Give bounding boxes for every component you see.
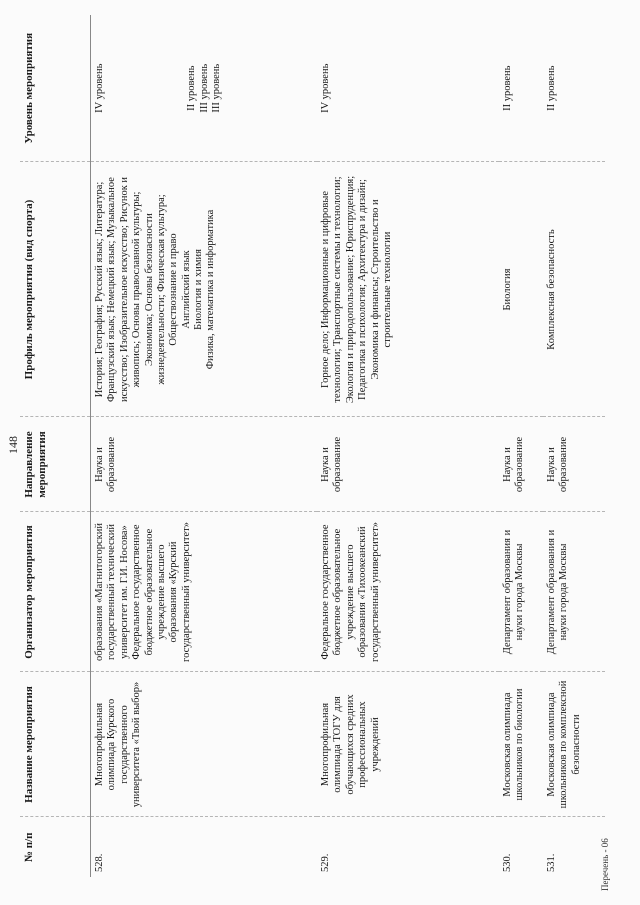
row-num: 531. (543, 817, 605, 877)
event-profile: Комплексная безопасность (543, 162, 605, 417)
event-direction: Наука и образование (317, 417, 499, 512)
event-name: Многопрофильная олимпиада ТОГУ для обучающихся средних профессиональных учреждений (317, 672, 499, 817)
event-organizer (91, 512, 318, 672)
organizer-text: Федеральное государственное бюджетное образовательное учреждение высшего образования «Курский государственный университет» (131, 522, 192, 662)
level-extra-3: III уровень (211, 63, 223, 113)
row-num: 530. (499, 817, 543, 877)
event-direction: Наука и образование (543, 417, 605, 512)
level-extra-2: III уровень (198, 63, 210, 113)
event-direction: Наука и образование (91, 417, 318, 512)
event-profile (91, 162, 318, 417)
event-level (91, 15, 318, 162)
row-num: 528. (91, 817, 318, 877)
profile-extra-2: Биология и химия (193, 249, 204, 330)
header-organizer: Организатор мероприятия (20, 512, 91, 672)
profile-main: История; География; Русский язык; Литература; Французский язык; Немецкий язык; Музыкальное искусство; Изобразительное искусство; Рисунок и живопись; Основы православной культуры; Экономика; Основы безопасности жизнедеятельности; Физическая культура; Обществознание и право (94, 176, 180, 403)
event-level: II уровень (546, 65, 557, 111)
event-organizer: Департамент образования и науки города Москвы (499, 512, 543, 672)
organizer-prefix: образования «Магнитогорский государственный технический университет им. Г.И. Носова» (94, 522, 130, 662)
page-number: 148 (6, 436, 20, 454)
event-level: IV уровень (320, 63, 331, 113)
table-row (91, 15, 318, 877)
table-row (317, 15, 499, 877)
event-name: Московская олимпиада школьников по комплексной безопасности (543, 672, 605, 817)
table-row (543, 15, 605, 877)
event-name: Многопрофильная олимпиада Курского государственного университета «Твой выбор» (91, 672, 318, 817)
row-num: 529. (317, 817, 499, 877)
header-level: Уровень мероприятия (20, 15, 91, 162)
event-profile: Биология (499, 162, 543, 417)
event-organizer: Федеральное государственное бюджетное образовательное учреждение высшего образования «Тихоокеанский государственный университет» (317, 512, 499, 672)
footer-mark: Перечень - 06 (600, 838, 610, 891)
event-name: Московская олимпиада школьников по биологии (499, 672, 543, 817)
event-organizer: Департамент образования и науки города Москвы (543, 512, 605, 672)
table-row (499, 15, 543, 877)
table-header-row (20, 15, 91, 877)
profile-extra-3: Физика, математика и информатика (205, 209, 217, 370)
events-table (20, 15, 605, 877)
event-direction: Наука и образование (499, 417, 543, 512)
level-main: IV уровень (94, 63, 105, 113)
event-profile: Горное дело; Информационные и цифровые технологии; Транспортные системы и технологии; Экология и природопользование; Юриспруденция; Педагогика и психология; Архитектура и дизайн; Экономика и финансы; Строительство и строительные технологии (317, 162, 499, 417)
level-extra-1: II уровень (186, 65, 198, 111)
header-profile: Профиль мероприятия (вид спорта) (20, 162, 91, 417)
header-direction: Направление мероприятия (20, 417, 91, 512)
header-num: № п/п (20, 817, 91, 877)
header-name: Название мероприятия (20, 672, 91, 817)
event-level: II уровень (502, 65, 513, 111)
profile-extra-1: Английский язык (180, 250, 192, 329)
